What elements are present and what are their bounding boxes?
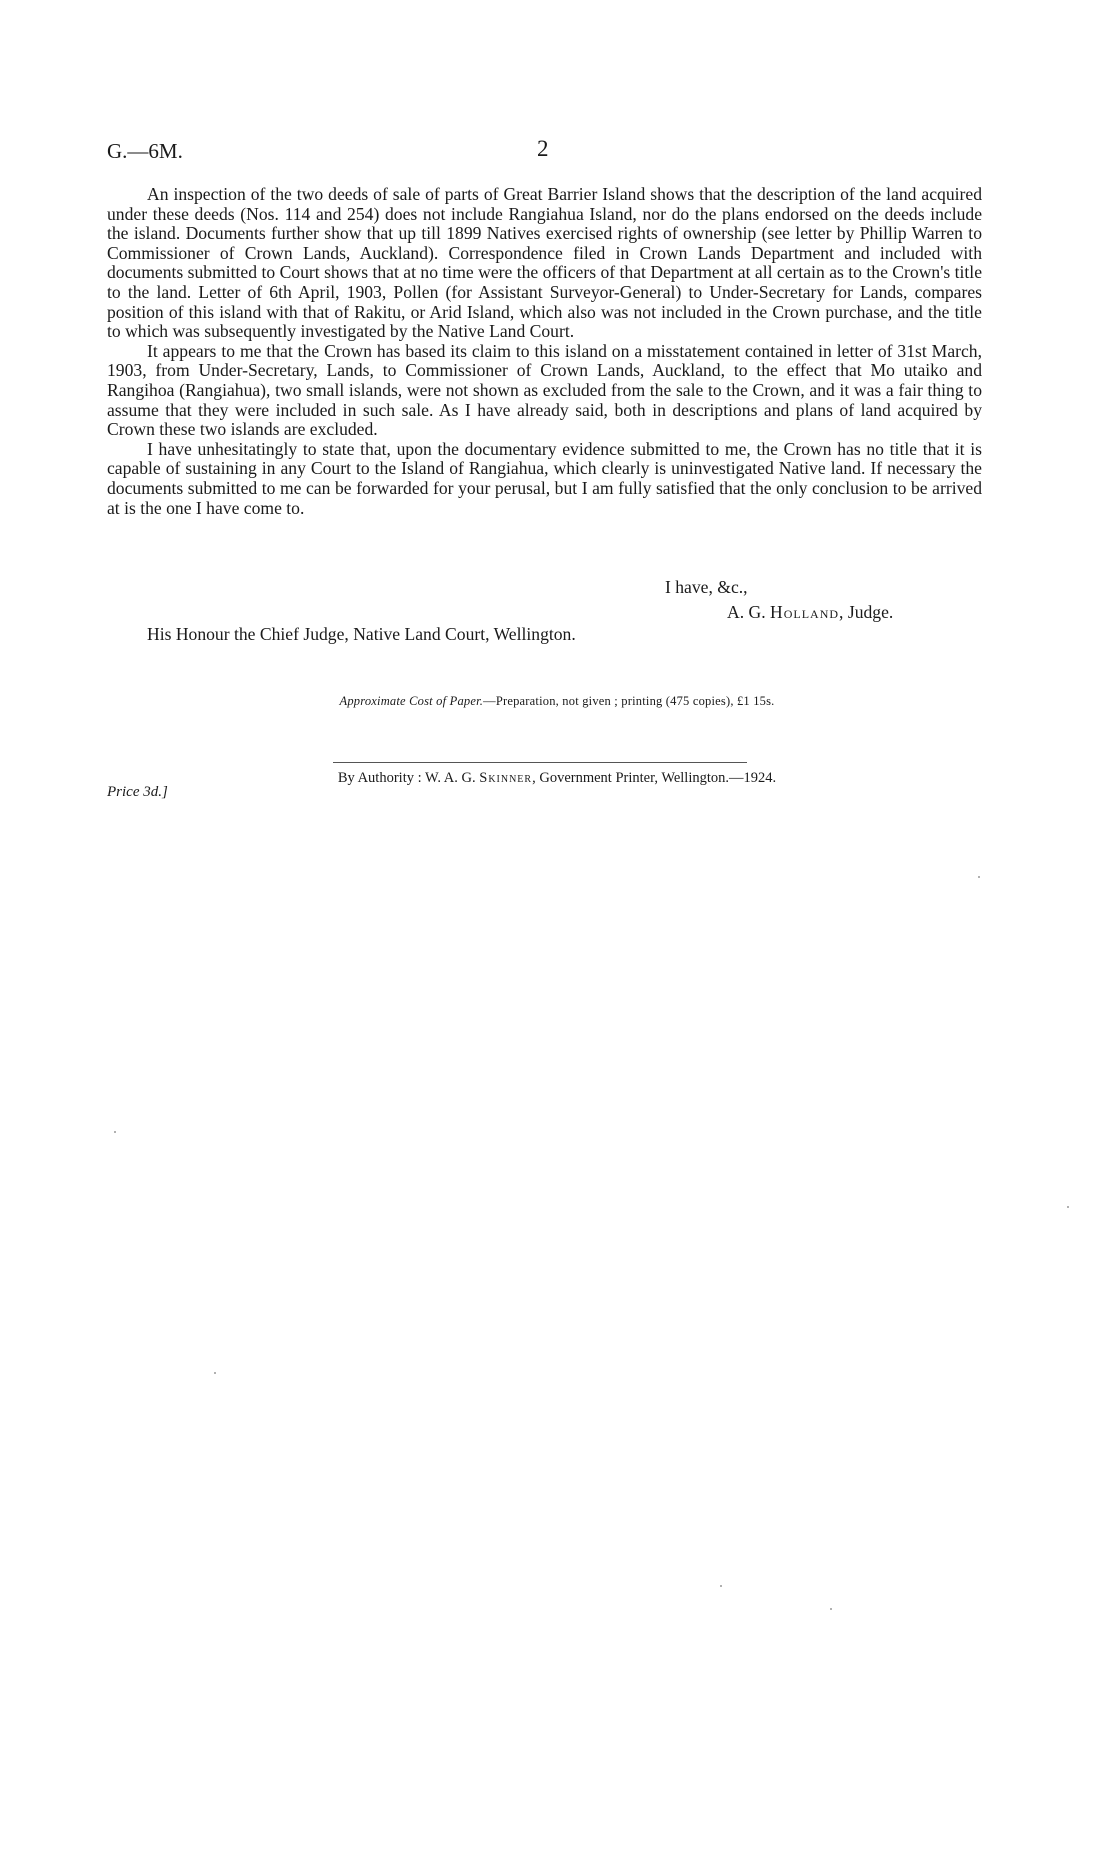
scan-speck: [978, 876, 980, 878]
paragraph: I have unhesitatingly to state that, upon the documentary evidence submitted to me, the Crown has no title that it is capable of sustaining in any Court to the Island of Rangiahua, which clearly is uninvestigated Native land. If necessary the documents submitted to me can be forwarded for your perusal, but I am fully satisfied that the only conclusion to be arrived at is the one I have come to.: [107, 438, 982, 518]
closing-salutation: I have, &c.,: [665, 577, 748, 597]
price: Price 3d.]: [107, 784, 168, 800]
scan-speck: [830, 1608, 832, 1610]
signature-initials: A. G.: [727, 602, 766, 622]
paragraph: It appears to me that the Crown has based its claim to this island on a misstatement contained in letter of 31st March, 1903, from Under-Secretary, Lands, to Commissioner of Crown Lands, Auckland, to the effect that Mo utaiko and Rangihoa (Rangiahua), two small islands, were not shown as excluded from the sale to the Crown, and it was a fair thing to assume that they were included in such sale. As I have already said, both in descriptions and plans of land acquired by Crown these two islands are excluded.: [107, 340, 982, 440]
printer-name: Skinner: [479, 770, 533, 786]
authority-suffix: , Government Printer, Wellington.—1924.: [532, 770, 777, 786]
cost-label: Approximate Cost of Paper.: [339, 694, 484, 708]
authority-prefix: By Authority : W. A. G.: [337, 770, 476, 786]
cost-note: [0, 694, 1114, 709]
letter-body: [107, 185, 982, 518]
scan-speck: [214, 1372, 216, 1374]
scan-speck: [720, 1585, 722, 1587]
signature-name: Holland: [770, 602, 840, 622]
signature-title: , Judge.: [839, 602, 894, 622]
cost-text: —Preparation, not given ; printing (475 copies), £1 15s.: [483, 694, 775, 708]
addressee: His Honour the Chief Judge, Native Land Court, Wellington.: [147, 624, 576, 644]
page-number: 2: [537, 136, 549, 161]
paragraph: An inspection of the two deeds of sale of parts of Great Barrier Island shows that the description of the land acquired under these deeds (Nos. 114 and 254) does not include Rangiahua Island, nor do the plans endorsed on the deeds include the island. Documents further show that up till 1899 Natives exercised rights of ownership (see letter by Phillip Warren to Commissioner of Crown Lands, Auckland). Correspondence filed in Crown Lands Department and included with documents submitted to Court shows that at no time were the officers of that Department at all certain as to the Crown's title to the land. Letter of 6th April, 1903, Pollen (for Assistant Surveyor-General) to Under-Secretary for Lands, compares position of this island with that of Rakitu, or Arid Island, which also was not included in the Crown purchase, and the title to which was subsequently investigated by the Native Land Court.: [107, 184, 982, 342]
page-reference: G.—6M.: [107, 139, 183, 163]
divider-rule: [333, 762, 747, 763]
signature: [727, 602, 893, 623]
scan-speck: [1067, 1206, 1069, 1208]
scan-speck: [114, 1131, 116, 1133]
